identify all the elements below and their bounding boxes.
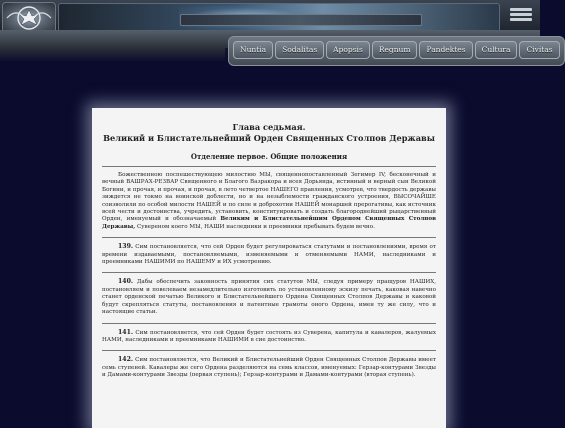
document-body: [92, 108, 446, 380]
tab-sodalitas[interactable]: Sodalitas: [275, 41, 324, 59]
article-text: Сим постановляется, что сей Орден будет состоять из Суверена, капитула и кавалеров, жалуемых НАМИ, наследниками и преемниками НАШИМИ в сие достоинство.: [102, 329, 436, 343]
tab-nuntia[interactable]: Nuntia: [233, 41, 273, 59]
article-number: 142.: [118, 356, 134, 364]
article-text: Сим постановляется, что сей Орден будет регулироваться статутами и постановлениями, время от времени издаваемыми, постановляемыми, изменяемыми и отменяемыми НАМИ, наследниками и преемниками НАШИМИ по НАШЕМУ и ИХ усмотрению.: [102, 244, 436, 266]
article-number: 141.: [118, 328, 134, 336]
tab-regnum[interactable]: Regnum: [372, 41, 418, 59]
paragraph-divider: [102, 323, 436, 324]
article-text: Сим постановляется, что Великий и Блистательнейший Орден Священных Столпов Державы имеет семь ступеней. Кавалеры же сего Ордена разделяются на семь классов, именуемых: Герзар-контурами Звезды и Дамами-контурами Звезды (первая ступень); Герзар-контурами и Дамами-контурами (вторая ступень).: [102, 357, 437, 379]
paragraph-divider: [102, 237, 436, 238]
article-paragraph: [102, 278, 436, 316]
header-metal-lower: [0, 48, 225, 62]
article-paragraph: [102, 356, 436, 379]
menu-icon[interactable]: [510, 6, 532, 28]
section-divider: [102, 166, 436, 167]
imperial-eagle-icon: [3, 3, 55, 33]
article-number: 140.: [118, 278, 134, 286]
preamble-paragraph: [102, 172, 436, 231]
article-paragraph: [102, 329, 436, 345]
preamble-text: Божественною поспешествующею милостию МЫ, священнопоставленный Зегимер IV, бесконечный и вечный ВАШРАХ-РЕЗВАР Священного и Благого Вазракора и всея Дорьянда, истинный и верный сын Великой Богини, и прочая, и прочая, и прочая, в лето четвертое НАШЕГО правления, усмотрев, что твердость державы зиждется не токмо на воинской доблести, но и на незыблемости гражданского устроения, ВЫСОЧАЙШЕ соизволили по особой милости НАШЕЙ и по силе и доброхотии НАШЕЙ монаршей прерогативы, как источник всей чести и достоинства, учредить, установить, конституировать и создать благороднейший рыцарственный Орден, именуемый и обозначаемый: [102, 172, 436, 223]
menu-icon-bar: [510, 18, 532, 21]
chapter-subtitle: Великий и Блистательнейший Орден Священных Столпов Державы: [103, 133, 435, 143]
chapter-title: Глава седьмая.: [232, 122, 306, 132]
tab-apopsis[interactable]: Apopsis: [326, 41, 370, 59]
header-lightbar: [180, 14, 422, 26]
menu-icon-bar: [510, 8, 532, 11]
document-page: [92, 108, 446, 428]
site-header: [0, 0, 553, 62]
main-nav: [228, 36, 565, 66]
paragraph-divider: [102, 272, 436, 273]
tab-pandektes[interactable]: Pandektes: [419, 41, 472, 59]
article-number: 139.: [118, 243, 134, 251]
order-name-highlight: Великим и Блистательнейшим Орденом Священных Столпов Державы,: [102, 216, 436, 230]
article-paragraph: [102, 243, 436, 266]
tab-cultura[interactable]: Cultura: [475, 41, 518, 59]
section-title: Отделение первое. Общие положения: [190, 152, 348, 161]
paragraph-divider: [102, 350, 436, 351]
tab-civitas[interactable]: Civitas: [519, 41, 559, 59]
preamble-text-end: Сувереном коего МЫ, НАШИ наследники и преемники пребывать будем вечно.: [136, 223, 375, 230]
menu-icon-bar: [510, 13, 532, 16]
article-text: Дабы обеспечить законность принятия сих статутов МЫ, следуя примеру пращуров НАШИХ, постановляем и повелеваем незамедлительно изготовить по установленному эскизу печать, каковая навечно станет орденской печатью Великого и Блистательнейшего Ордена Священных Столпов Державы и каковой будут скрепляться статуты, постановления и патентные грамоты оного Ордена, имен ту же силу, что и настоящие статьи.: [102, 279, 437, 316]
